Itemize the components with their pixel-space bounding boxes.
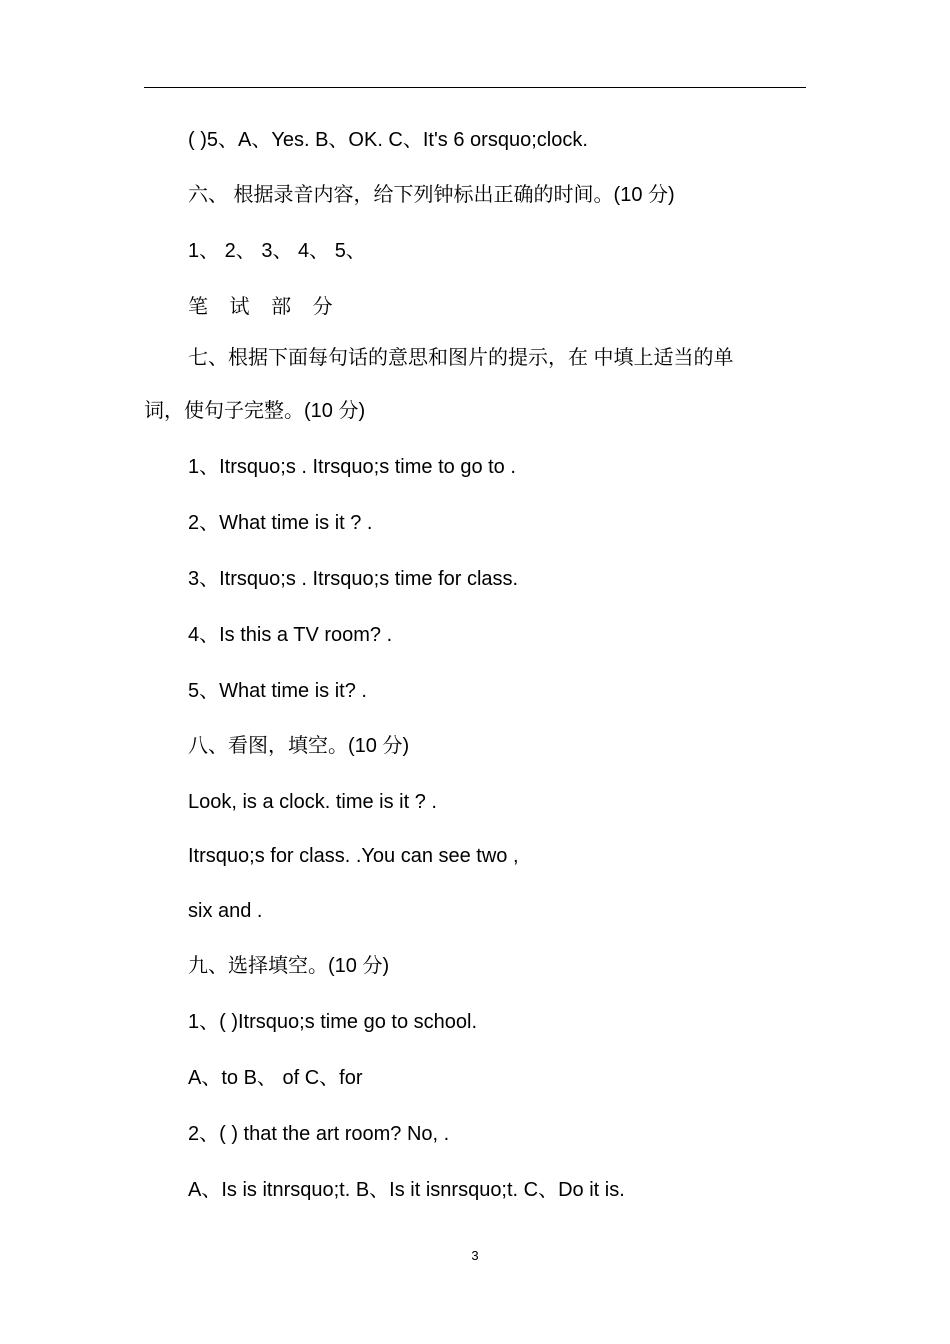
page-number: 3 <box>471 1248 479 1263</box>
section-7-item-3: 3、Itrsquo;s . Itrsquo;s time for class. <box>188 568 519 590</box>
section-7-heading: 七、根据下面每句话的意思和图片的提示，在 中填上适当的单 <box>188 347 734 369</box>
header-rule <box>144 87 806 88</box>
section-8-line-2: Itrsquo;s for class. .You can see two , <box>188 845 519 867</box>
section-8-heading: 八、看图，填空。(10 分) <box>188 735 410 757</box>
section-9-question-2-options: A、Is is itnrsquo;t. B、Is it isnrsquo;t. C、Do it is. <box>188 1179 625 1201</box>
clock-numbers: 1、 2、 3、 4、 5、 <box>188 240 366 262</box>
section-7-heading-continued: 词，使句子完整。(10 分) <box>144 400 366 422</box>
section-8-line-3: six and . <box>188 900 263 922</box>
section-7-item-1: 1、Itrsquo;s . Itrsquo;s time to go to . <box>188 456 516 478</box>
section-7-item-4: 4、Is this a TV room? . <box>188 624 393 646</box>
section-9-question-2: 2、( ) that the art room? No, . <box>188 1123 450 1145</box>
section-9-question-1-options: A、to B、 of C、for <box>188 1067 363 1089</box>
section-7-item-2: 2、What time is it ? . <box>188 512 373 534</box>
section-7-item-5: 5、What time is it? . <box>188 680 367 702</box>
section-8-line-1: Look, is a clock. time is it ? . <box>188 791 437 813</box>
question-5-options: ( )5、A、Yes. B、OK. C、It's 6 orsquo;clock. <box>188 129 588 151</box>
section-6-heading: 六、 根据录音内容，给下列钟标出正确的时间。(10 分) <box>188 184 675 206</box>
section-9-heading: 九、选择填空。(10 分) <box>188 955 390 977</box>
written-part-heading: 笔 试 部 分 <box>188 296 341 318</box>
section-9-question-1: 1、( )Itrsquo;s time go to school. <box>188 1011 478 1033</box>
